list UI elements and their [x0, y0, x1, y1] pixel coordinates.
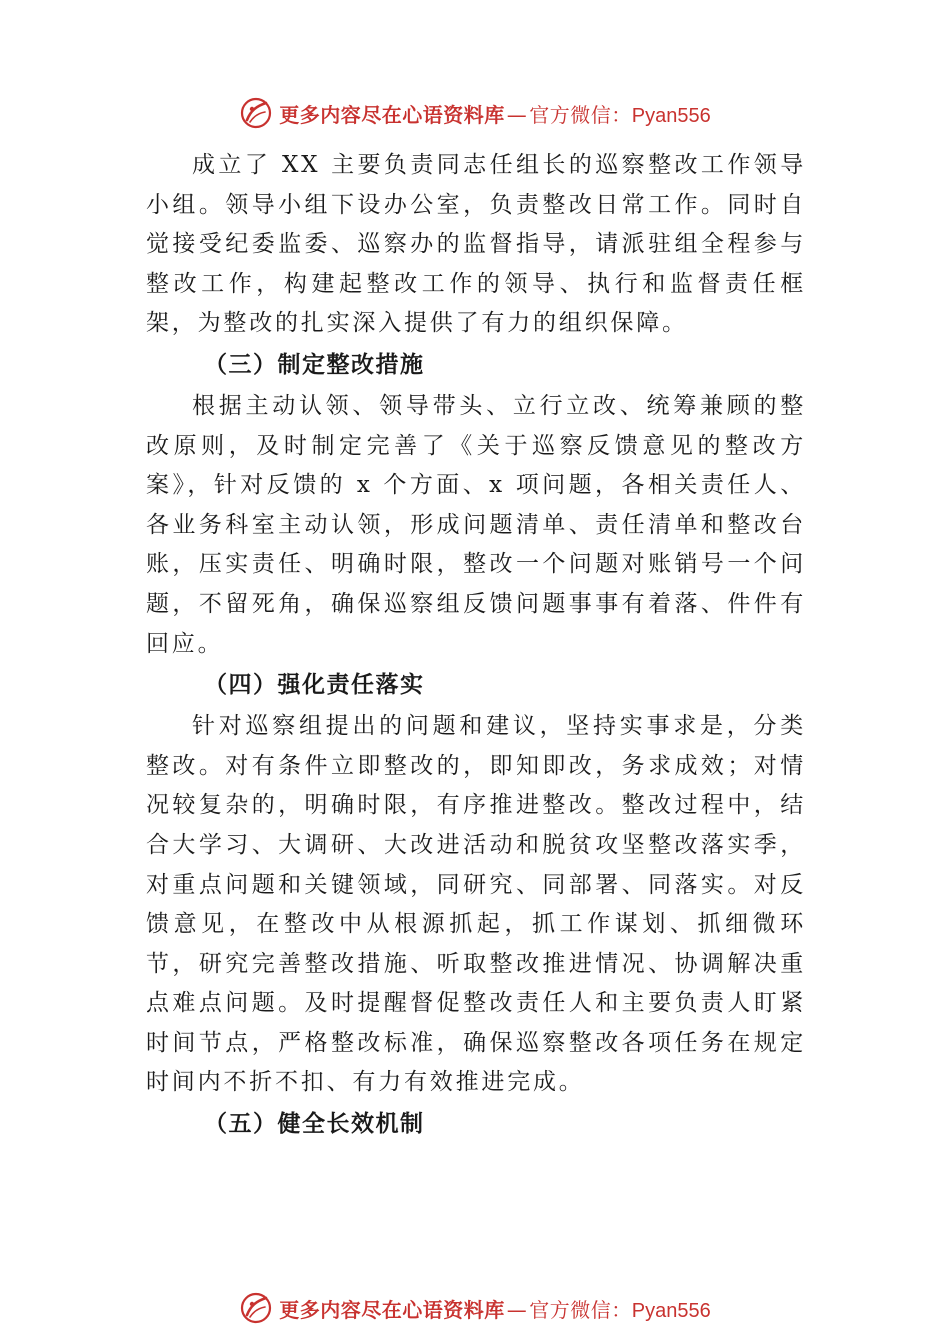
document-body	[146, 146, 806, 1146]
brush-logo-icon	[239, 96, 273, 130]
footer-banner	[0, 1288, 950, 1328]
paragraph-2: 根据主动认领、领导带头、立行立改、统筹兼顾的整改原则，及时制定完善了《关于巡察反馈意见的整改方案》，针对反馈的 x 个方面、x 项问题，各相关责任人、各业务科室主动认领，形成问题清单、责任清单和整改台账，压实责任、明确时限，整改一个问题对账销号一个问题，不留死角，确保巡察组反馈问题事事有着落、件件有回应。	[146, 392, 806, 657]
heading-section-5: （五）健全长效机制	[204, 1111, 425, 1138]
banner-dash: —	[506, 102, 528, 127]
paragraph-3: 针对巡察组提出的问题和建议，坚持实事求是，分类整改。对有条件立即整改的，即知即改，务求成效；对情况较复杂的，明确时限，有序推进整改。整改过程中，结合大学习、大调研、大改进活动和脱贫攻坚整改落实季，对重点问题和关键领域，同研究、同部署、同落实。对反馈意见，在整改中从根源抓起，抓工作谋划、抓细微环节，研究完善整改措施、听取整改推进情况、协调解决重点难点问题。及时提醒督促整改责任人和主要负责人盯紧时间节点，严格整改标准，确保巡察整改各项任务在规定时间内不折不扣、有力有效推进完成。	[146, 713, 806, 1096]
banner-wechat-label: 官方微信：	[529, 1297, 632, 1322]
footer-banner-text	[279, 1294, 710, 1323]
heading-section-4: （四）强化责任落实	[204, 672, 425, 699]
header-banner	[0, 93, 950, 133]
banner-slogan: 更多内容尽在心语资料库	[279, 1297, 505, 1322]
paragraph-1: 成立了 XX 主要负责同志任组长的巡察整改工作领导小组。领导小组下设办公室，负责整改日常工作。同时自觉接受纪委监委、巡察办的监督指导，请派驻组全程参与整改工作，构建起整改工作的领导、执行和监督责任框架，为整改的扎实深入提供了有力的组织保障。	[146, 152, 806, 337]
banner-slogan: 更多内容尽在心语资料库	[279, 102, 505, 127]
banner-wechat-id: Pyan556	[631, 1299, 711, 1322]
banner-dash: —	[506, 1297, 528, 1322]
banner-wechat-label: 官方微信：	[529, 102, 632, 127]
banner-wechat-id: Pyan556	[631, 104, 711, 127]
brush-logo-icon	[239, 1291, 273, 1325]
heading-section-3: （三）制定整改措施	[204, 351, 425, 378]
header-banner-text	[279, 99, 710, 128]
